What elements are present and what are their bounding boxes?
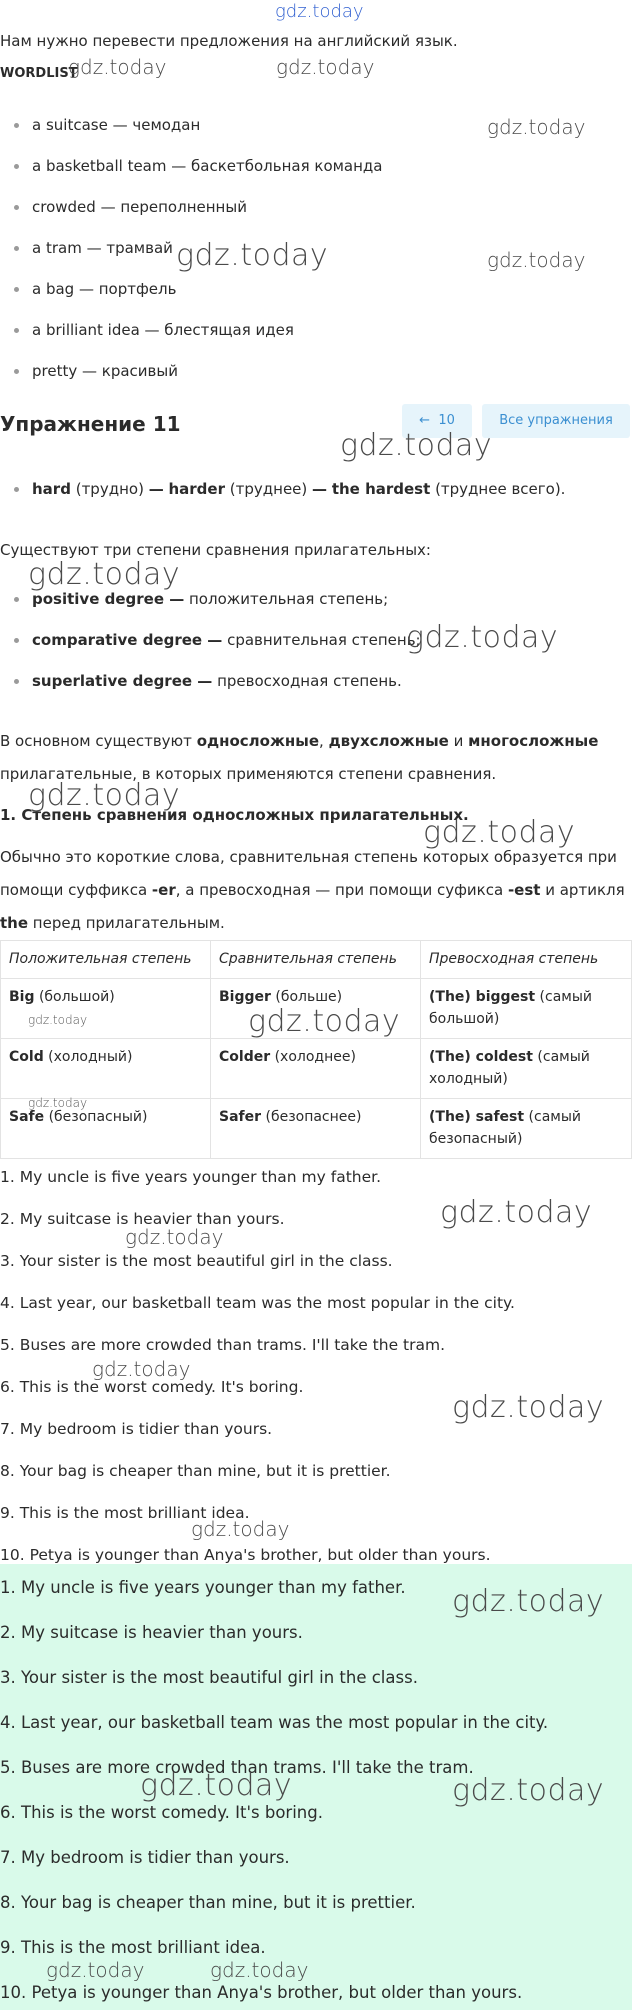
table-cell: (The) biggest (самый большой) (421, 979, 632, 1039)
sentence: 1. My uncle is five years younger than my father. (0, 1168, 382, 1186)
list-item: a tram — трамвай (32, 238, 383, 279)
answer-sentence: 5. Buses are more crowded than trams. I'll take the tram. (0, 1758, 474, 1777)
watermark: gdz.today (28, 1096, 88, 1110)
section-1-line-1: Обычно это короткие слова, сравнительная степень которых образуется при (0, 848, 617, 866)
bullet-icon (14, 164, 19, 169)
watermark: gdz.today (340, 428, 493, 463)
table-cell: Colder (холоднее) (211, 1039, 421, 1099)
answer-sentence: 2. My suitcase is heavier than yours. (0, 1623, 303, 1642)
watermark: gdz.today (140, 1768, 293, 1803)
answer-sentence: 1. My uncle is five years younger than my father. (0, 1578, 406, 1597)
intro-text: Нам нужно перевести предложения на английский язык. (0, 32, 458, 50)
watermark: gdz.today (440, 1195, 593, 1230)
list-item: crowded — переполненный (32, 197, 383, 238)
sentence: 2. My suitcase is heavier than yours. (0, 1210, 285, 1228)
list-item: pretty — красивый (32, 361, 383, 402)
wordlist-title: WORDLIST (0, 66, 78, 81)
bullet-icon (14, 638, 19, 643)
table-row (1, 1039, 632, 1099)
degrees-list (32, 589, 421, 712)
arrow-left-icon: ← (419, 413, 431, 428)
sentence: 4. Last year, our basketball team was the most popular in the city. (0, 1294, 515, 1312)
watermark-top: gdz.today (275, 1, 364, 22)
bullet-icon (14, 205, 19, 210)
watermark: gdz.today (46, 1958, 145, 1982)
table-cell: Safe (безопасный) (1, 1099, 211, 1159)
comparison-table (0, 940, 632, 1159)
watermark: gdz.today (28, 1013, 88, 1027)
sentence: 8. Your bag is cheaper than mine, but it is prettier. (0, 1462, 391, 1480)
table-cell: Bigger (больше) (211, 979, 421, 1039)
degrees-intro: Существуют три степени сравнения прилагательных: (0, 541, 431, 559)
answer-sentence: 10. Petya is younger than Anya's brother, but older than yours. (0, 1983, 523, 2002)
bullet-icon (14, 369, 19, 374)
table-header: Превосходная степень (421, 941, 632, 979)
list-item: comparative degree — сравнительная степень; (32, 630, 421, 671)
table-cell: Cold (холодный) (1, 1039, 211, 1099)
watermark: gdz.today (452, 1773, 605, 1808)
watermark: gdz.today (423, 815, 576, 850)
table-header-row (1, 941, 632, 979)
bullet-icon (14, 328, 19, 333)
watermark: gdz.today (452, 1584, 605, 1619)
watermark: gdz.today (452, 1390, 605, 1425)
list-item: a suitcase — чемодан (32, 115, 383, 156)
list-item: positive degree — положительная степень; (32, 589, 421, 630)
watermark: gdz.today (487, 248, 586, 272)
watermark: gdz.today (176, 238, 329, 273)
types-line-2: прилагательные, в которых применяются степени сравнения. (0, 765, 497, 783)
watermark: gdz.today (28, 557, 181, 592)
bullet-icon (14, 679, 19, 684)
answer-sentence: 6. This is the worst comedy. It's boring. (0, 1803, 323, 1822)
bullet-icon (14, 123, 19, 128)
wordlist (32, 115, 383, 402)
types-line-1: В основном существуют односложные, двухсложные и многосложные (0, 732, 599, 750)
section-1-title: 1. Степень сравнения односложных прилагательных. (0, 806, 469, 824)
watermark: gdz.today (92, 1357, 191, 1381)
table-cell: Safer (безопаснее) (211, 1099, 421, 1159)
table-header: Сравнительная степень (211, 941, 421, 979)
watermark: gdz.today (276, 55, 375, 79)
sentence: 7. My bedroom is tidier than yours. (0, 1420, 273, 1438)
watermark: gdz.today (487, 115, 586, 139)
list-item: a bag — портфель (32, 279, 383, 320)
sentence: 9. This is the most brilliant idea. (0, 1504, 250, 1522)
sentence: 6. This is the worst comedy. It's boring. (0, 1378, 304, 1396)
watermark: gdz.today (210, 1958, 309, 1982)
sentence: 5. Buses are more crowded than trams. I'll take the tram. (0, 1336, 446, 1354)
watermark: gdz.today (28, 778, 181, 813)
bullet-icon (14, 287, 19, 292)
watermark: gdz.today (68, 55, 167, 79)
table-header: Положительная степень (1, 941, 211, 979)
answer-sentence: 3. Your sister is the most beautiful girl in the class. (0, 1668, 418, 1687)
prev-exercise-button[interactable]: ← 10 (402, 404, 472, 438)
answer-sentence: 7. My bedroom is tidier than yours. (0, 1848, 290, 1867)
all-exercises-button[interactable]: Все упражнения (482, 404, 630, 438)
table-row (1, 1099, 632, 1159)
answer-sentence: 8. Your bag is cheaper than mine, but it is prettier. (0, 1893, 416, 1912)
answer-sentence: 4. Last year, our basketball team was the most popular in the city. (0, 1713, 549, 1732)
watermark: gdz.today (248, 1004, 401, 1039)
sentence: 10. Petya is younger than Anya's brother, but older than yours. (0, 1546, 491, 1564)
sentence: 3. Your sister is the most beautiful girl in the class. (0, 1252, 393, 1270)
list-item: superlative degree — превосходная степень. (32, 671, 421, 712)
table-row (1, 979, 632, 1039)
comparison-example (32, 479, 565, 520)
bullet-icon (14, 246, 19, 251)
section-1-line-2: помощи суффикса -er, а превосходная — при помощи суфикса -est и артикля (0, 881, 625, 899)
table-cell: (The) safest (самый безопасный) (421, 1099, 632, 1159)
table-cell: (The) coldest (самый холодный) (421, 1039, 632, 1099)
watermark: gdz.today (191, 1517, 290, 1541)
list-item: a brilliant idea — блестящая идея (32, 320, 383, 361)
answer-sentence: 9. This is the most brilliant idea. (0, 1938, 266, 1957)
bullet-icon (14, 597, 19, 602)
bullet-icon (14, 487, 19, 492)
table-cell: Big (большой) (1, 979, 211, 1039)
list-item: hard (трудно) — harder (труднее) — the hardest (труднее всего). (32, 479, 565, 520)
list-item: a basketball team — баскетбольная команда (32, 156, 383, 197)
exercise-title: Упражнение 11 (0, 412, 181, 436)
section-1-line-3: the перед прилагательным. (0, 914, 225, 932)
watermark: gdz.today (406, 620, 559, 655)
watermark: gdz.today (125, 1225, 224, 1249)
